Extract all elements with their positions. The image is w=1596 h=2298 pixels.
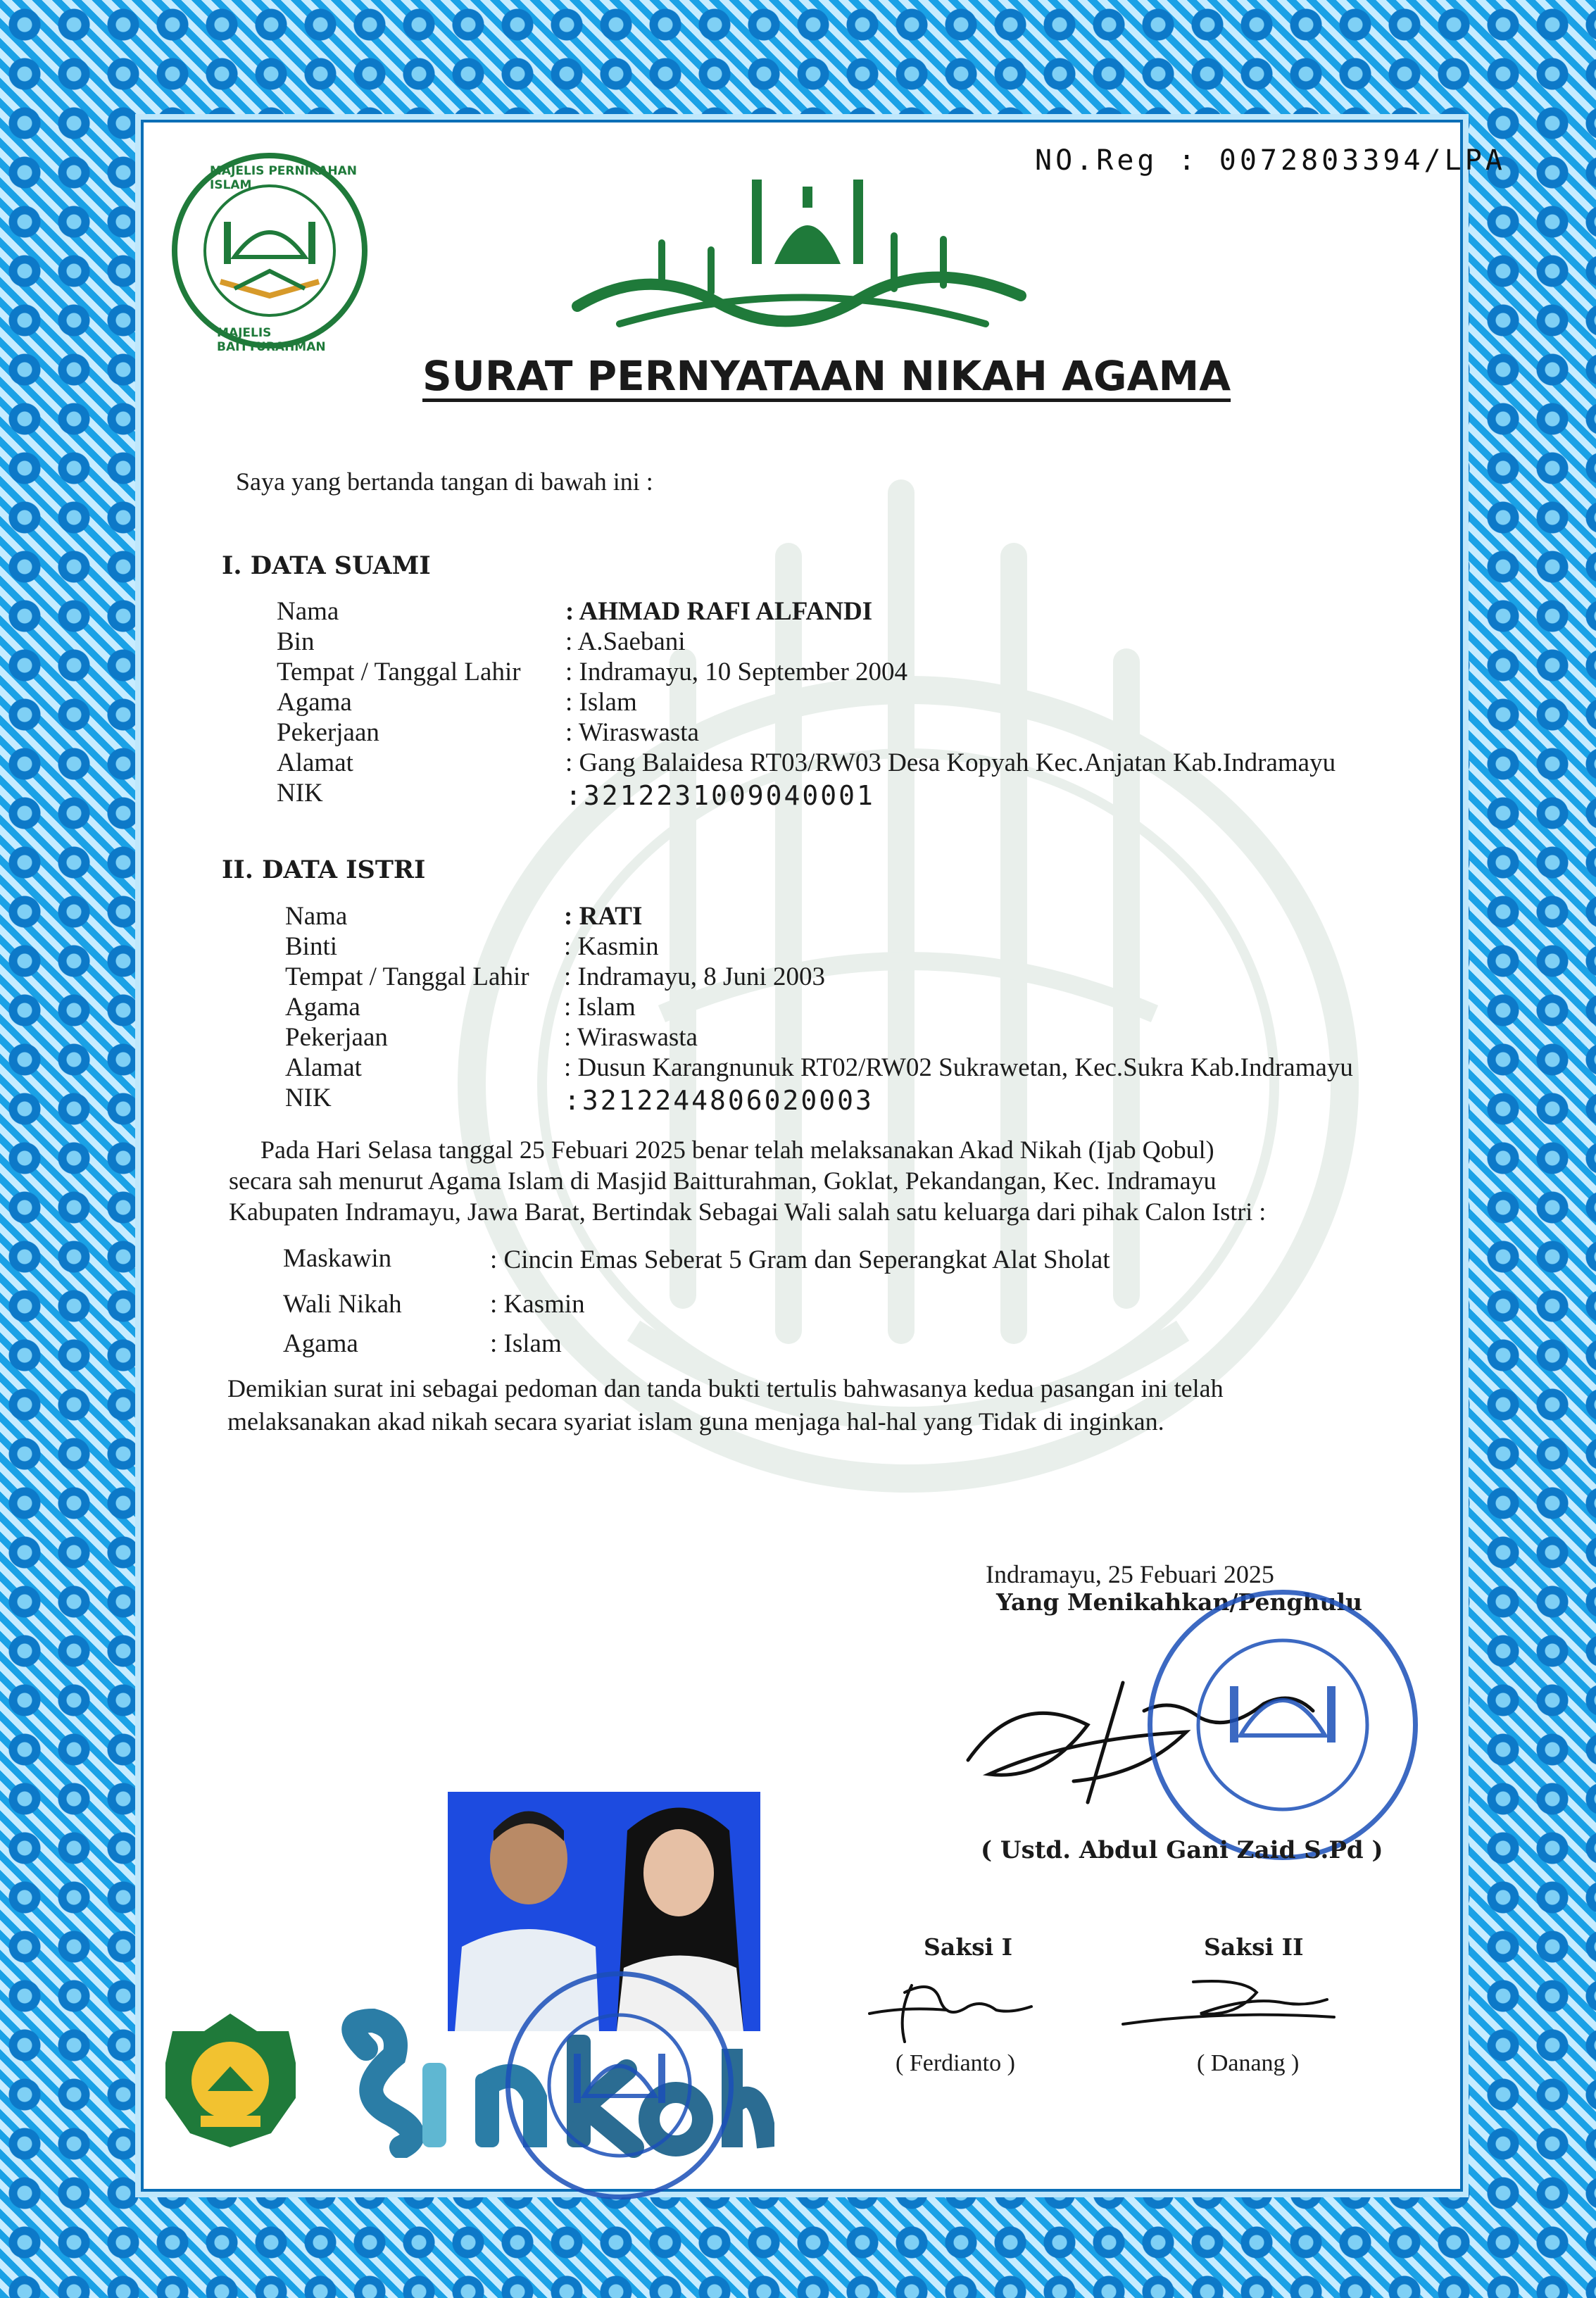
section-heading-suami: I. DATA SUAMI (222, 551, 431, 580)
statement-line-3: Kabupaten Indramayu, Jawa Barat, Bertindak Sebagai Wali salah satu keluarga dari pihak Calon Istri : (229, 1198, 1267, 1226)
logo-text-bottom: MAJELIS BAITTURAHMAN (217, 326, 326, 354)
intro-text: Saya yang bertanda tangan di bawah ini : (236, 467, 653, 496)
istri-label-binti: Binti (285, 932, 338, 961)
suami-value-alamat: : Gang Balaidesa RT03/RW03 Desa Kopyah Kec.Anjatan Kab.Indramayu (565, 748, 1336, 777)
istri-value-binti: : Kasmin (564, 932, 659, 961)
akad-label-agama: Agama (283, 1329, 358, 1358)
officiant-title: Yang Menikahkan/Penghulu (996, 1588, 1363, 1616)
istri-label-nik: NIK (285, 1084, 332, 1112)
witness-1-name: ( Ferdianto ) (896, 2050, 1015, 2076)
istri-value-alamat: : Dusun Karangnunuk RT02/RW02 Sukrawetan, Kec.Sukra Kab.Indramayu (564, 1053, 1353, 1082)
majelis-stamp-bottom (505, 1971, 734, 2199)
suami-label-pekerjaan: Pekerjaan (277, 718, 379, 747)
suami-label-nama: Nama (277, 597, 339, 626)
witness-1-signature (862, 1971, 1038, 2049)
kemenag-emblem (158, 2010, 303, 2151)
witness-2-title: Saksi II (1204, 1933, 1304, 1961)
istri-label-alamat: Alamat (285, 1053, 362, 1082)
place-date: Indramayu, 25 Febuari 2025 (986, 1560, 1274, 1588)
istri-label-nama: Nama (285, 902, 348, 931)
suami-label-nik: NIK (277, 779, 323, 808)
istri-value-ttl: : Indramayu, 8 Juni 2003 (564, 962, 825, 991)
istri-label-agama: Agama (285, 993, 360, 1022)
suami-label-bin: Bin (277, 627, 315, 656)
registration-number: NO.Reg : 0072803394/LPA (1035, 144, 1506, 177)
suami-label-agama: Agama (277, 688, 352, 717)
bismillah-mosque-emblem (563, 158, 1042, 345)
suami-value-pekerjaan: : Wiraswasta (565, 718, 699, 747)
logo-text-top: MAJELIS PERNIKAHAN ISLAM (210, 164, 357, 192)
closing-line-2: melaksanakan akad nikah secara syariat islam guna menjaga hal-hal yang Tidak di inginkan. (227, 1407, 1164, 1436)
section-heading-istri: II. DATA ISTRI (222, 855, 426, 884)
suami-value-bin: : A.Saebani (565, 627, 686, 656)
suami-value-ttl: : Indramayu, 10 September 2004 (565, 658, 908, 686)
suami-value-agama: : Islam (565, 688, 637, 717)
majelis-stamp (1148, 1590, 1418, 1860)
akad-value-maskawin: : Cincin Emas Seberat 5 Gram dan Seperangkat Alat Sholat (490, 1245, 1110, 1274)
suami-value-nama: : AHMAD RAFI ALFANDI (565, 597, 873, 626)
akad-value-agama: : Islam (490, 1329, 562, 1358)
istri-value-agama: : Islam (564, 993, 636, 1022)
suami-value-nik: :3212231009040001 (565, 780, 875, 811)
akad-label-maskawin: Maskawin (283, 1244, 392, 1273)
document-title: SURAT PERNYATAAN NIKAH AGAMA (422, 352, 1231, 400)
officiant-name: ( Ustd. Abdul Gani Zaid S.Pd ) (981, 1836, 1383, 1864)
istri-value-nama: : RATI (564, 902, 643, 931)
statement-line-1: Pada Hari Selasa tanggal 25 Febuari 2025 benar telah melaksanakan Akad Nikah (Ijab Qobul) (260, 1136, 1214, 1164)
witness-1-title: Saksi I (924, 1933, 1013, 1961)
witness-2-signature (1116, 1968, 1341, 2045)
istri-value-pekerjaan: : Wiraswasta (564, 1023, 698, 1052)
akad-value-wali: : Kasmin (490, 1290, 585, 1319)
istri-value-nik: :3212244806020003 (564, 1085, 874, 1116)
closing-line-1: Demikian surat ini sebagai pedoman dan tanda bukti tertulis bahwasanya kedua pasangan ini telah (227, 1374, 1224, 1402)
suami-label-ttl: Tempat / Tanggal Lahir (277, 658, 521, 686)
akad-label-wali: Wali Nikah (283, 1290, 402, 1319)
suami-label-alamat: Alamat (277, 748, 353, 777)
istri-label-pekerjaan: Pekerjaan (285, 1023, 388, 1052)
statement-line-2: secara sah menurut Agama Islam di Masjid Baitturahman, Goklat, Pekandangan, Kec. Indramayu (229, 1167, 1217, 1195)
istri-label-ttl: Tempat / Tanggal Lahir (285, 962, 529, 991)
majelis-logo (168, 151, 372, 354)
witness-2-name: ( Danang ) (1197, 2050, 1300, 2076)
